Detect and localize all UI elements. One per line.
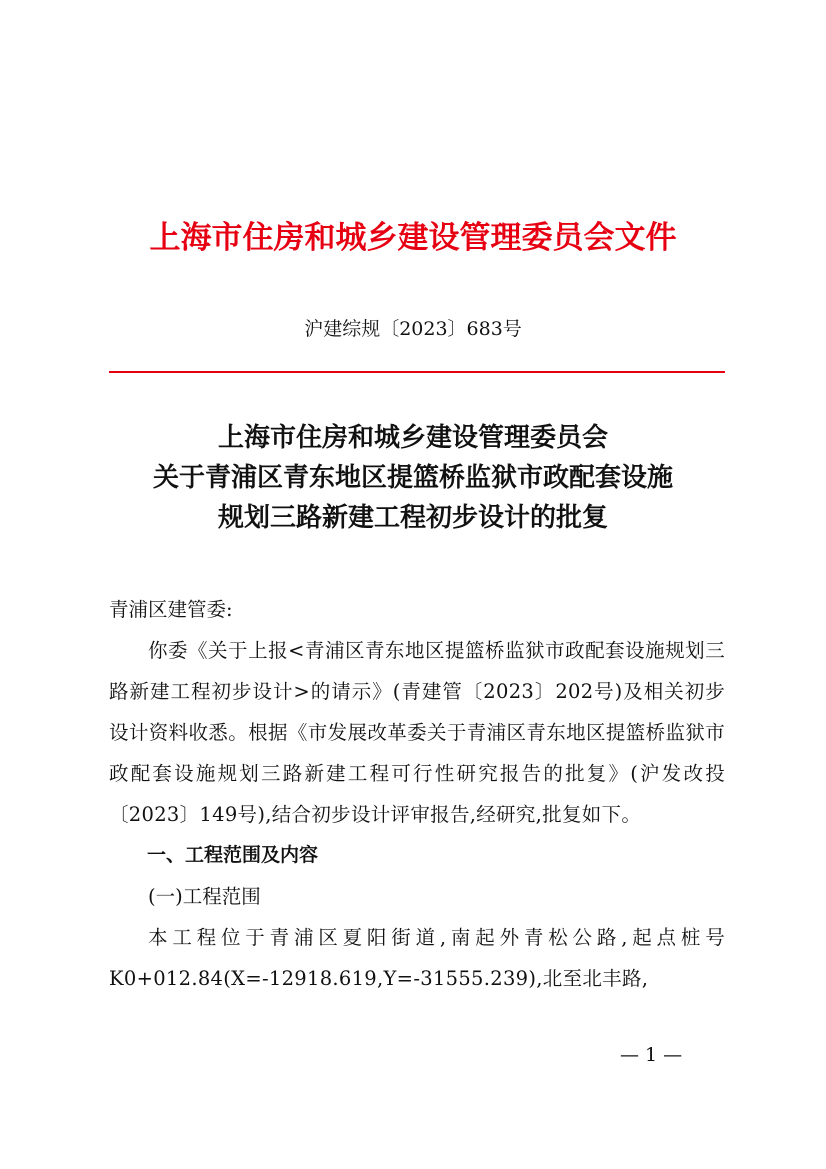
subsection-heading: (一)工程范围	[148, 885, 261, 908]
document-body	[109, 589, 725, 999]
document-number: 沪建综规〔2023〕683号	[304, 318, 522, 340]
paragraph-1: 你委《关于上报<青浦区青东地区提篮桥监狱市政配套设施规划三路新建工程初步设计>的请示》(青建管〔2023〕202号)及相关初步设计资料收悉。根据《市发展改革委关于青浦区青东地区提篮桥监狱市政配套设施规划三路新建工程可行性研究报告的批复》(沪发改投〔2023〕149号),结合初步设计评审报告,经研究,批复如下。	[109, 639, 725, 826]
paragraph-2: 本工程位于青浦区夏阳街道,南起外青松公路,起点桩号K0+012.84(X=-12918.619,Y=-31555.239),北至北丰路,	[109, 926, 725, 990]
salutation: 青浦区建管委:	[109, 598, 233, 621]
title-line-3: 规划三路新建工程初步设计的批复	[217, 503, 608, 533]
document-title	[0, 418, 826, 538]
title-line-1: 上海市住房和城乡建设管理委员会	[217, 423, 608, 453]
red-divider-line	[109, 371, 725, 373]
issuer-banner: 上海市住房和城乡建设管理委员会文件	[149, 220, 677, 256]
page-number: — 1 —	[620, 1044, 683, 1066]
title-line-2: 关于青浦区青东地区提篮桥监狱市政配套设施	[152, 463, 673, 493]
section-heading: 一、工程范围及内容	[147, 844, 319, 866]
